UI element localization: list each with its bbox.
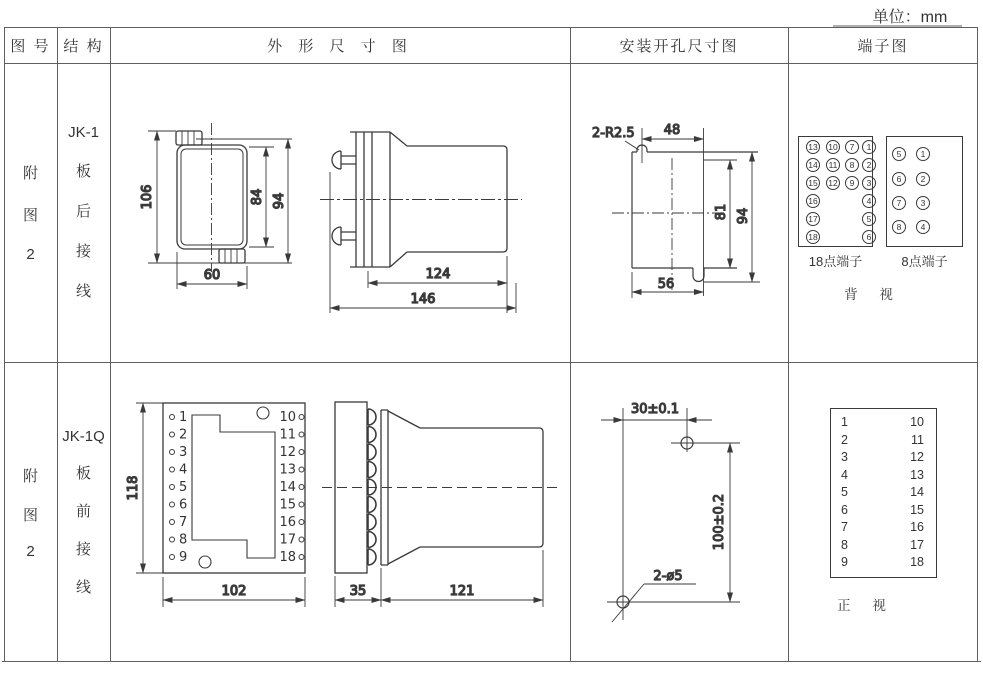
dim-94b: 94: [736, 207, 751, 225]
row2-front-view-drawing: [126, 403, 305, 607]
terminal-box-8pt: [886, 136, 963, 247]
front-terminal-16: 16: [279, 515, 296, 530]
front-terminal-14: 14: [279, 480, 296, 495]
terminal-number: 8: [841, 537, 848, 552]
header-outline: 外 形 尺 寸 图: [267, 37, 413, 55]
terminal-circle: 5: [862, 212, 876, 226]
label-slot-radius: 2-R2.5: [592, 126, 635, 141]
terminal-circle: 12: [826, 176, 840, 190]
terminal-number: 15: [910, 502, 924, 517]
row2-structure-char: 前: [75, 502, 91, 520]
front-terminal-1: 1: [179, 410, 188, 425]
terminal-circle: 2: [916, 172, 930, 186]
row1-fig-char: 图: [22, 207, 38, 224]
dim-60: 60: [203, 268, 221, 283]
terminal-circle: 4: [916, 220, 930, 234]
row2-structure: [57, 362, 110, 662]
front-terminal-3: 3: [179, 445, 188, 460]
terminal-circle: 11: [826, 158, 840, 172]
header-mounting: 安装开孔尺寸图: [619, 37, 739, 55]
row1-structure-char: 线: [75, 283, 91, 300]
front-terminal-7: 7: [179, 515, 188, 530]
row1-structure-char: 接: [75, 243, 91, 260]
dim-118: 118: [126, 475, 141, 501]
row1-fig-char: 2: [26, 246, 35, 263]
row1-front-view-drawing: [140, 123, 292, 289]
terminal-circle: 1: [916, 147, 930, 161]
dim-35: 35: [349, 584, 367, 599]
front-terminal-6: 6: [179, 497, 188, 513]
label-hole-size: 2-ø5: [653, 569, 683, 584]
terminal-number: 1: [841, 415, 848, 429]
front-terminal-11: 11: [279, 427, 296, 443]
row1-mounting-drawing: [592, 123, 760, 298]
terminal-number: 10: [910, 415, 924, 429]
header-terminal: 端子图: [857, 37, 909, 55]
header-fig-no: 图 号: [10, 37, 51, 55]
terminal-circle: 7: [892, 196, 906, 210]
terminal-number: 7: [841, 520, 848, 534]
front-terminal-9: 9: [179, 550, 188, 565]
row2-view-label: 正 视: [837, 598, 895, 613]
dim-146: 146: [410, 292, 436, 307]
terminal-circle: 8: [892, 220, 906, 234]
terminal-circle: 10: [826, 140, 840, 154]
front-terminal-4: 4: [179, 462, 188, 478]
row2-fig-char: 2: [26, 542, 35, 560]
front-terminal-15: 15: [279, 497, 296, 513]
row1-view-label: 背 视: [844, 287, 902, 302]
row1-fig-no: [4, 63, 57, 362]
front-terminal-18: 18: [279, 550, 296, 565]
row2-fig-no: [4, 362, 57, 662]
terminal-circle: 2: [862, 158, 876, 172]
dim-106: 106: [140, 184, 155, 210]
row2-structure-char: 接: [75, 540, 91, 558]
terminal-box-18pt-label: 18点端子: [808, 254, 863, 269]
dim-100: 100±0.2: [712, 493, 727, 551]
row1-structure-model: JK-1: [68, 124, 99, 141]
terminal-number: 18: [910, 555, 924, 569]
dim-56: 56: [657, 277, 675, 292]
header-structure: 结 构: [63, 37, 104, 55]
terminal-number: 5: [841, 485, 848, 499]
terminal-circle: 13: [806, 140, 820, 154]
terminal-circle: 8: [845, 158, 859, 172]
front-terminal-10: 10: [279, 410, 296, 425]
terminal-number: 14: [910, 485, 924, 499]
terminal-circle: 15: [806, 176, 820, 190]
row2-structure-char: 线: [75, 578, 91, 596]
terminal-circle: 16: [806, 194, 820, 208]
terminal-number: 12: [910, 450, 924, 464]
front-terminal-2: 2: [179, 427, 188, 443]
unit-note: 单位：mm: [872, 9, 948, 26]
row1-fig-char: 附: [22, 165, 38, 182]
dim-30: 30±0.1: [630, 402, 680, 417]
terminal-box-8pt-label: 8点端子: [901, 254, 948, 269]
terminal-number: 16: [910, 520, 924, 534]
dim-84: 84: [250, 188, 265, 206]
terminal-circle: 4: [862, 194, 876, 208]
terminal-circle: 1: [862, 140, 876, 154]
dim-48: 48: [663, 123, 681, 138]
row1-structure: [57, 63, 110, 362]
dim-102: 102: [221, 584, 247, 599]
terminal-circle: 3: [862, 176, 876, 190]
terminal-number: 3: [841, 450, 848, 464]
row1-structure-char: 板: [75, 163, 91, 180]
terminal-circle: 17: [806, 212, 820, 226]
terminal-circle: 7: [845, 140, 859, 154]
row2-structure-char: 板: [75, 464, 91, 482]
row2-fig-char: 图: [22, 506, 38, 524]
dim-121: 121: [449, 584, 475, 599]
front-terminal-8: 8: [179, 532, 188, 548]
row1-side-view-drawing: [320, 132, 522, 313]
terminal-number: 6: [841, 502, 848, 517]
terminal-circle: 18: [806, 230, 820, 244]
terminal-circle: 14: [806, 158, 820, 172]
terminal-circle: 9: [845, 176, 859, 190]
dim-94: 94: [272, 192, 287, 210]
front-terminal-17: 17: [279, 532, 296, 548]
dim-81: 81: [714, 203, 729, 221]
terminal-number: 11: [911, 432, 924, 447]
front-terminal-12: 12: [279, 445, 296, 460]
row2-structure-model: JK-1Q: [62, 427, 105, 445]
terminal-number: 4: [841, 467, 848, 482]
terminal-box-18pt: [798, 136, 873, 247]
row2-side-view-drawing: [322, 402, 560, 607]
dim-124: 124: [425, 267, 451, 282]
front-terminal-5: 5: [179, 480, 188, 495]
row2-mounting-drawing: [601, 402, 740, 622]
front-terminal-13: 13: [279, 462, 296, 478]
terminal-circle: 5: [892, 147, 906, 161]
terminal-circle: 3: [916, 196, 930, 210]
terminal-number: 9: [841, 555, 848, 569]
terminal-circle: 6: [892, 172, 906, 186]
terminal-number: 13: [910, 467, 924, 482]
row2-fig-char: 附: [22, 467, 38, 485]
row1-structure-char: 后: [75, 203, 91, 220]
terminal-number: 2: [841, 432, 848, 447]
terminal-box-front: [830, 408, 937, 578]
terminal-number: 17: [910, 537, 924, 552]
terminal-circle: 6: [862, 230, 876, 244]
